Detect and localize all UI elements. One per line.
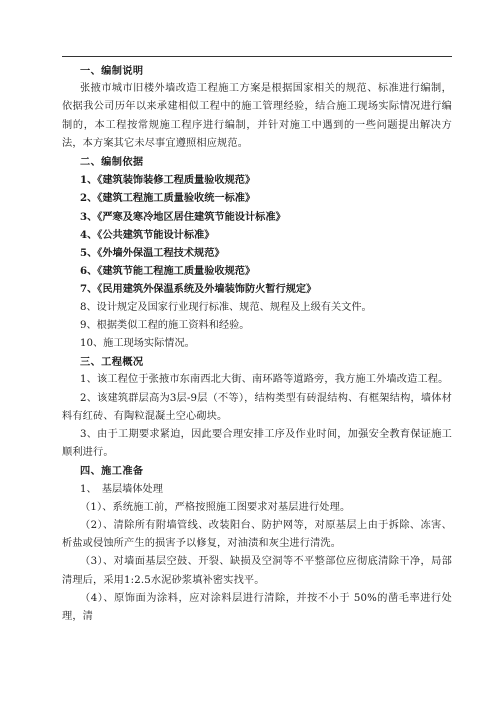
- section-1-body: 张掖市城市旧楼外墙改造工程施工方案是根据国家相关的规范、标准进行编制，依据我公司历年以来承建相似工程中的施工管理经验，结合施工现场实际情况进行编制的，本工程按常规施工程序进行编制，并针对施工中遇到的一些问题提出解决方法，本方案其它未尽事宜遵照相应规范。: [62, 83, 452, 149]
- reference-item: 3、《严寒及寒冷地区居住建筑节能设计标准》: [80, 210, 286, 223]
- reference-item: 7、《民用建筑外保温系统及外墙装饰防火暂行规定》: [80, 283, 317, 296]
- preparation-item: （4）、原饰面为涂料，应对涂料层进行清除，并按不小于 50%的凿毛率进行处理，清: [62, 592, 452, 623]
- overview-item: 2、该建筑群层高为3层-9层（不等），结构类型有砖混结构、有框架结构，墙体材料有红砖、有陶粒混凝土空心砌块。: [62, 392, 452, 422]
- basis-item: 9、根据类似工程的施工资料和经验。: [80, 319, 250, 331]
- document-body: [62, 62, 452, 626]
- section-4-title: 四、施工准备: [80, 465, 144, 478]
- section-1-title: 一、编制说明: [80, 65, 144, 77]
- preparation-item: （3）、对墙面基层空鼓、开裂、缺损及空洞等不平整部位应彻底清除干净，局部清理后，采用1:2.5水泥砂浆填补密实找平。: [62, 556, 452, 586]
- preparation-item: （2）、清除所有附墙管线、改装阳台、防护网等，对原基层上由于拆除、冻害、析盐或侵蚀所产生的损害予以修复，对油渍和灰尘进行清洗。: [62, 520, 452, 550]
- section-4-subtitle: 1、 基层墙体处理: [80, 483, 163, 495]
- overview-item: 3、由于工期要求紧迫，因此要合理安排工序及作业时间，加强安全教育保证施工顺利进行。: [62, 429, 452, 459]
- basis-item: 8、设计规定及国家行业现行标准、规范、规程及上级有关文件。: [80, 301, 372, 313]
- reference-item: 4、《公共建筑节能设计标准》: [80, 228, 215, 241]
- reference-item: 6、《建筑节能工程施工质量验收规范》: [80, 265, 256, 278]
- basis-item: 10、施工现场实际情况。: [80, 338, 195, 350]
- reference-item: 2、《建筑工程施工质量验收统一标准》: [80, 192, 256, 205]
- section-2-title: 二、编制依据: [80, 156, 144, 169]
- overview-item: 1、该工程位于张掖市东南西北大街、南环路等道路旁，我方施工外墙改造工程。: [80, 374, 449, 386]
- preparation-item: （1）、系统施工前，严格按照施工图要求对基层进行处理。: [80, 501, 351, 513]
- section-3-title: 三、工程概况: [80, 356, 144, 369]
- reference-item: 1、《建筑装饰装修工程质量验收规范》: [80, 174, 256, 187]
- reference-item: 5、《外墙外保温工程技术规范》: [80, 247, 225, 260]
- header-rule: [62, 56, 452, 57]
